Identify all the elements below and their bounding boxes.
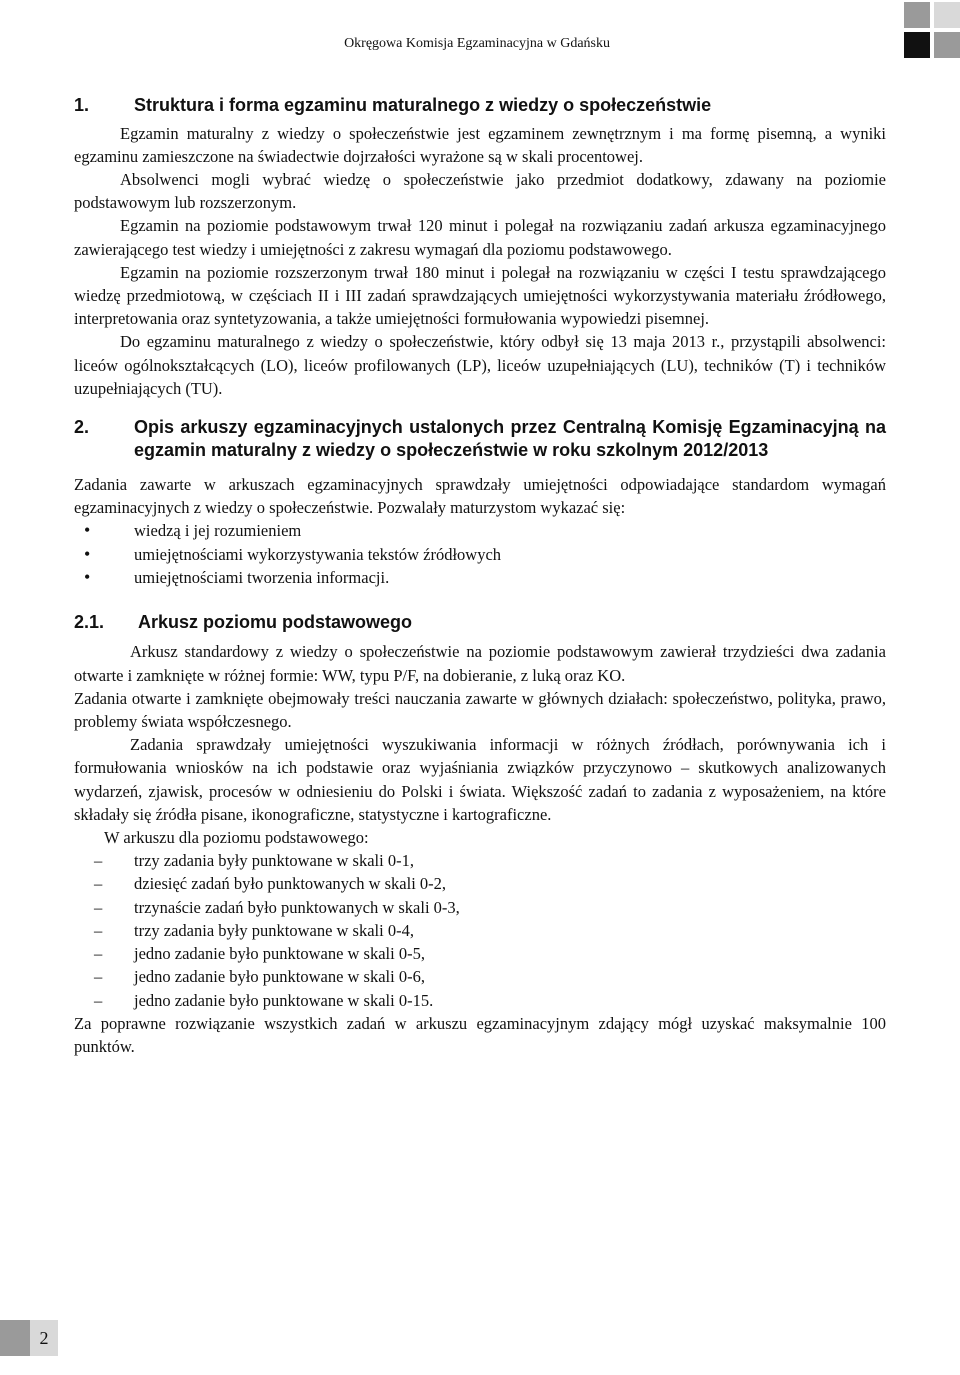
section-1-paragraph: Absolwenci mogli wybrać wiedzę o społeczeństwie jako przedmiot dodatkowy, zdawany na poziomie podstawowym lub rozszerzonym. [74,169,886,213]
logo-squares [904,2,960,58]
bullet-item: • umiejętnościami wykorzystywania tekstów źródłowych [74,543,886,566]
dash-item: – trzy zadania były punktowane w skali 0-4, [74,919,886,942]
bullet-item: • wiedzą i jej rozumieniem [74,519,886,542]
dash-item: – jedno zadanie było punktowane w skali 0-5, [74,942,886,965]
section-2-bullet-list [74,519,886,589]
section-1-paragraph: Do egzaminu maturalnego z wiedzy o społeczeństwie, który odbył się 13 maja 2013 r., przystąpili absolwenci: liceów ogólnokształcących (LO), liceów profilowanych (LP), liceów uzupełniających (LU), techników (T) i techników uzupełniających (TU). [74,332,886,398]
section-1-paragraph: Egzamin maturalny z wiedzy o społeczeństwie jest egzaminem zewnętrznym i ma formę pisemną, a wyniki egzaminu zamieszczone na świadectwie dojrzałości wyrażone są w skali procentowej. [74,123,886,166]
section-2-paragraph: Zadania zawarte w arkuszach egzaminacyjnych sprawdzały umiejętności odpowiadające standardom wymagań egzaminacyjnych z wiedzy o społeczeństwie. Pozwalały maturzystom wykazać się: [74,474,886,518]
section-2-1-paragraph: Zadania sprawdzały umiejętności wyszukiwania informacji w różnych źródłach, porównywania ich i formułowania wniosków na ich podstawie oraz wyjaśniania związków przyczynowo – skutkowych analizowanych wydarzeń, zjawisk, procesów w odniesieniu do Polski i świata. Większość zadań to zadania z wyposażeniem, na które składały się źródła pisane, ikonograficzne, statystyczne i kartograficzne. [74,735,886,824]
section-2-1-number: 2.1. [74,611,105,632]
header-organization: Okręgowa Komisja Egzaminacyjna w Gdańsku [344,36,610,51]
section-2-title: Opis arkuszy egzaminacyjnych ustalonych przez Centralną Komisję Egzaminacyjną na egzamin maturalny z wiedzy o społeczeństwie w roku szkolnym 2012/2013 [134,416,886,461]
section-2-heading [74,416,886,463]
dash-item: – dziesięć zadań było punktowanych w skali 0-2, [74,872,886,895]
section-2-1-paragraph: Zadania otwarte i zamknięte obejmowały treści nauczania zawarte w głównych działach: społeczeństwo, polityka, prawo, problemy świata współczesnego. [74,688,886,732]
section-2-1-title: Arkusz poziomu podstawowego [138,611,413,632]
section-2-1-paragraph: Arkusz standardowy z wiedzy o społeczeństwie na poziomie podstawowym zawierał trzydzieści dwa zadania otwarte i zamknięte w różnej formie: WW, typu P/F, na dobieranie, z luką oraz KO. [74,642,886,685]
dash-item: – jedno zadanie było punktowane w skali 0-15. [74,989,886,1012]
section-1-heading [74,94,886,118]
section-2-1-paragraph: W arkuszu dla poziomu podstawowego: [104,828,369,848]
page-number: 2 [30,1320,58,1356]
dash-item: – trzy zadania były punktowane w skali 0-1, [74,849,886,872]
section-2-1-paragraph: Za poprawne rozwiązanie wszystkich zadań w arkuszu egzaminacyjnym zdający mógł uzyskać maksymalnie 100 punktów. [74,1013,886,1056]
document-body [74,94,886,1058]
section-2-1-dash-list [74,849,886,1011]
bullet-item: • umiejętnościami tworzenia informacji. [74,566,886,589]
section-1-paragraph: Egzamin na poziomie rozszerzonym trwał 180 minut i polegał na rozwiązaniu w części I testu sprawdzającego wiedzę przedmiotową, w częściach II i III zadań sprawdzających umiejętności wykorzystywania materiału źródłowego, interpretowania oraz syntetyzowania, a także umiejętności formułowania wypowiedzi pisemnej. [74,262,886,329]
section-1-title: Struktura i forma egzaminu maturalnego z wiedzy o społeczeństwie [134,95,712,115]
dash-item: – jedno zadanie było punktowane w skali 0-6, [74,965,886,988]
section-2-number: 2. [74,416,90,437]
section-2-1-heading [74,611,886,635]
section-1-paragraph: Egzamin na poziomie podstawowym trwał 120 minut i polegał na rozwiązaniu zadań arkusza egzaminacyjnego zawierającego test wiedzy i umiejętności z zakresu wymagań dla poziomu podstawowego. [74,216,886,259]
section-1-number: 1. [74,95,90,115]
page-number-box [0,1320,66,1356]
dash-item: – trzynaście zadań było punktowanych w skali 0-3, [74,896,886,919]
